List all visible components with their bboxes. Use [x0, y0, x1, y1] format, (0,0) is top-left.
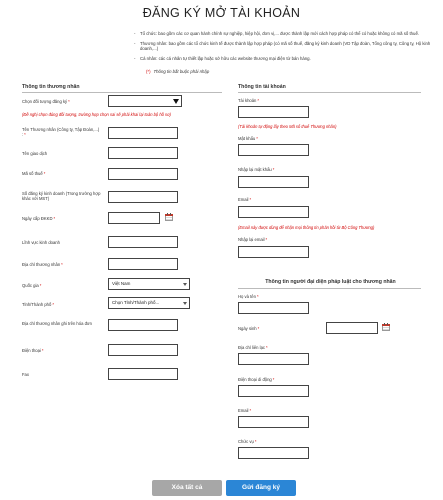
note-organization: - Tổ chức: bao gồm các cơ quan hành chính sự nghiệp, hiệp hội, đơn vị,... được thành lập mới cách hợp pháp có thể có hoặc không có mã số thuế. — [134, 31, 420, 36]
note-merchant: - Thương nhân: bao gồm các tổ chức kinh tế được thành lập hợp pháp (có mã số thuế, đăng ký kinh doanh (VD Tập đoàn, Tổng công ty, Công ty, Hộ kinh doanh,...) — [134, 40, 431, 52]
issue-date-input[interactable] — [108, 212, 160, 224]
clear-all-button[interactable]: Xóa tất cả — [152, 480, 222, 496]
contact-address-input[interactable] — [238, 353, 309, 365]
invoice-address-input[interactable] — [108, 319, 178, 331]
representative-section-title: Thông tin người đại diện pháp luật cho thương nhân — [265, 279, 396, 285]
calendar-icon[interactable] — [165, 213, 173, 221]
chevron-down-icon — [173, 99, 179, 104]
page-title: ĐĂNG KÝ MỞ TÀI KHOẢN — [142, 6, 301, 20]
merchant-section-title: Thông tin thương nhân — [22, 84, 80, 90]
representative-divider — [238, 288, 421, 289]
invoice-address-label: Địa chỉ thương nhân ghi trên hóa đơn — [22, 321, 92, 326]
province-select[interactable]: Chọn Tỉnh/Thành phố... — [108, 297, 190, 309]
merchant-name-input[interactable] — [108, 127, 178, 139]
phone-input[interactable] — [108, 344, 178, 356]
merchant-name-label: Tên Thương nhân (Công ty, Tập Đoàn,...) :* — [22, 127, 100, 137]
position-input[interactable] — [238, 447, 309, 459]
business-field-input[interactable] — [108, 236, 178, 248]
entity-type-select[interactable] — [108, 95, 182, 107]
rep-email-input[interactable] — [238, 416, 309, 428]
position-label: Chức vụ* — [238, 439, 257, 444]
username-input[interactable] — [238, 106, 309, 118]
entity-type-label: Chọn đối tượng đăng ký* — [22, 99, 70, 104]
password-label: Mật khẩu* — [238, 136, 258, 141]
submit-button[interactable]: Gửi đăng ký — [226, 480, 296, 496]
dob-label: Ngày sinh* — [238, 326, 260, 331]
note-individual: - Cá nhân: các cá nhân tự thiết lập hoặc sở hữu các website thương mại điện tử bán hàng. — [134, 55, 311, 61]
merchant-address-input[interactable] — [108, 258, 178, 270]
country-select[interactable]: Việt Nam — [108, 278, 190, 290]
email-label: Email* — [238, 197, 252, 202]
fax-label: Fax — [22, 372, 29, 377]
fax-input[interactable] — [108, 368, 178, 380]
intro-notes — [134, 31, 434, 65]
email-confirm-label: Nhập lại email* — [238, 237, 268, 242]
issue-date-label: Ngày cấp ĐKKD* — [22, 216, 56, 221]
password-input[interactable] — [238, 144, 309, 156]
email-warning: (Email này được dùng để nhận mọi thông tin phản hồi từ Bộ Công Thương) — [238, 225, 375, 230]
phone-label: Điện thoại* — [22, 348, 44, 353]
business-reg-label: Số đăng ký kinh doanh (Trong trường hợp khác với MST) — [22, 191, 101, 201]
country-label: Quốc gia* — [22, 283, 42, 288]
username-warning: (Tài khoản tự động lấy theo Mã số thuế Thương nhân) — [238, 124, 337, 129]
password-confirm-label: Nhập lại mật khẩu* — [238, 167, 275, 172]
mobile-input[interactable] — [238, 385, 309, 397]
dob-input[interactable] — [326, 322, 378, 334]
chevron-down-icon — [183, 302, 187, 305]
rep-email-label: Email* — [238, 408, 252, 413]
email-confirm-input[interactable] — [238, 246, 309, 258]
account-divider — [238, 92, 421, 93]
trade-name-label: Tên giao dịch — [22, 151, 48, 156]
tax-code-input[interactable] — [108, 168, 178, 180]
calendar-icon[interactable] — [382, 323, 390, 331]
business-field-label: Lĩnh vực kinh doanh — [22, 240, 60, 245]
account-section-title: Thông tin tài khoản — [238, 84, 286, 90]
trade-name-input[interactable] — [108, 147, 178, 159]
full-name-label: Họ và tên* — [238, 294, 259, 299]
contact-address-label: Địa chỉ liên lạc* — [238, 345, 268, 350]
email-input[interactable] — [238, 206, 309, 218]
province-label: Tỉnh/Thành phố* — [22, 302, 54, 307]
username-label: Tài khoản* — [238, 98, 260, 103]
required-note: (*) Thông tin bắt buộc phải nhập — [146, 69, 210, 74]
password-confirm-input[interactable] — [238, 176, 309, 188]
merchant-divider — [22, 92, 222, 93]
entity-type-warning: (Đề nghị chọn đúng đối tượng, trường hợp chọn sai sẽ phải khai lại toàn bộ hồ sơ) — [22, 112, 171, 117]
mobile-label: Điện thoại di động* — [238, 377, 275, 382]
business-reg-input[interactable] — [108, 191, 178, 203]
chevron-down-icon — [183, 283, 187, 286]
tax-code-label: Mã số thuế* — [22, 171, 46, 176]
merchant-address-label: Địa chỉ thương nhân* — [22, 262, 63, 267]
full-name-input[interactable] — [238, 302, 309, 314]
